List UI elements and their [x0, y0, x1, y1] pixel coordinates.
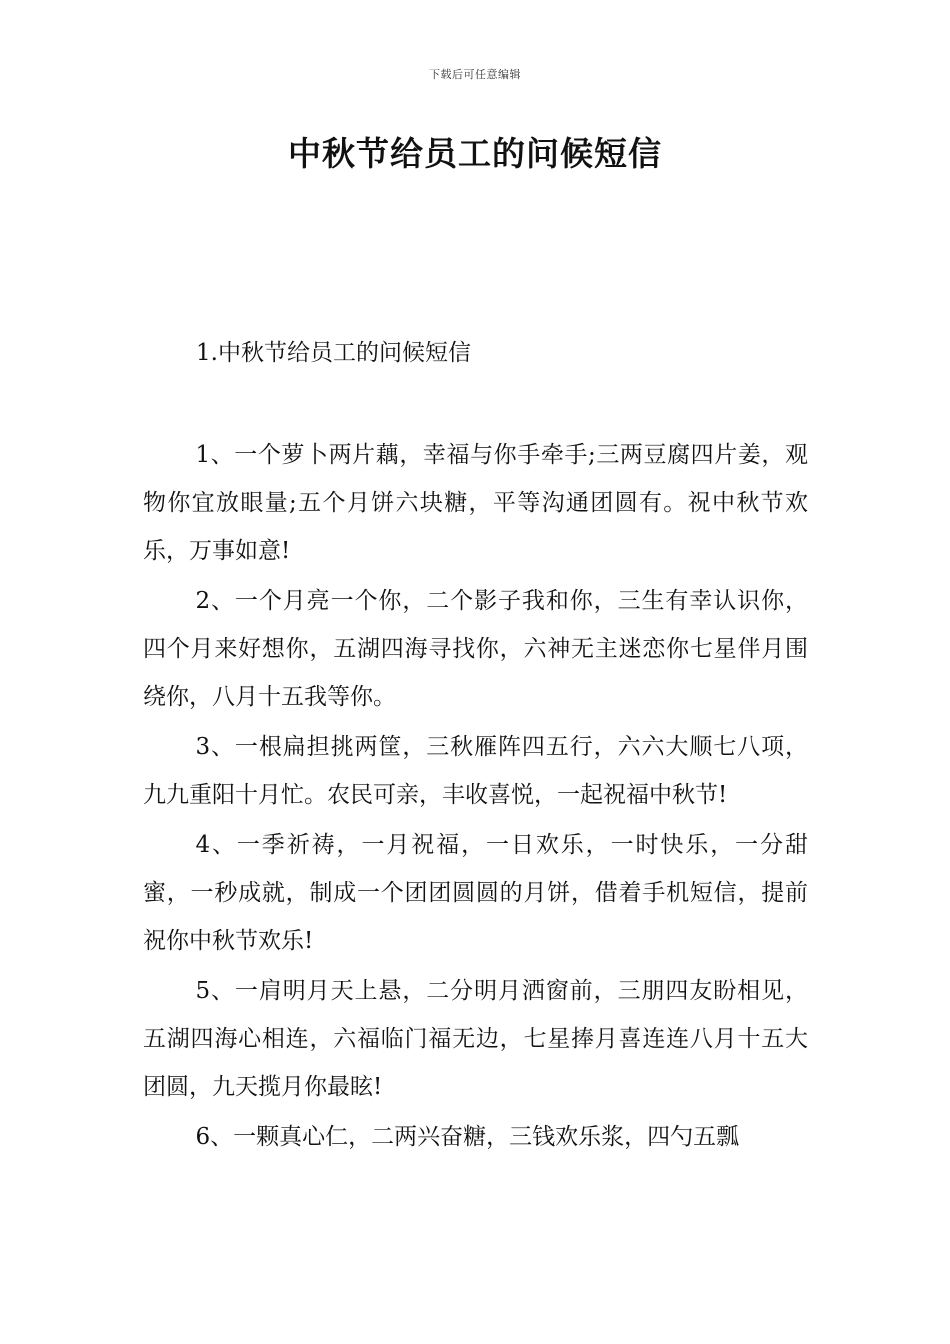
document-title: 中秋节给员工的问候短信 [288, 134, 662, 173]
header-note: 下载后可任意编辑 [429, 68, 521, 81]
paragraph: 2、一个月亮一个你，二个影子我和你，三生有幸认识你，四个月来好想你，五湖四海寻找你，六神无主迷恋你七星伴月围绕你，八月十五我等你。 [143, 588, 808, 710]
paragraph: 1、一个萝卜两片藕，幸福与你手牵手;三两豆腐四片姜，观物你宜放眼量;五个月饼六块糖，平等沟通团圆有。祝中秋节欢乐，万事如意! [143, 442, 808, 564]
section-heading: 1.中秋节给员工的问候短信 [196, 340, 471, 366]
paragraph: 5、一肩明月天上悬，二分明月洒窗前，三朋四友盼相见，五湖四海心相连，六福临门福无边，七星捧月喜连连八月十五大团圆，九天揽月你最眩! [143, 978, 808, 1100]
paragraph: 4、一季祈祷，一月祝福，一日欢乐，一时快乐，一分甜蜜，一秒成就，制成一个团团圆圆的月饼，借着手机短信，提前祝你中秋节欢乐! [143, 832, 808, 954]
document-body [143, 431, 808, 1163]
paragraph: 6、一颗真心仁，二两兴奋糖，三钱欢乐浆，四勺五瓢 [195, 1124, 740, 1150]
paragraph: 3、一根扁担挑两筐，三秋雁阵四五行，六六大顺七八项，九九重阳十月忙。农民可亲，丰收喜悦，一起祝福中秋节! [143, 734, 808, 808]
